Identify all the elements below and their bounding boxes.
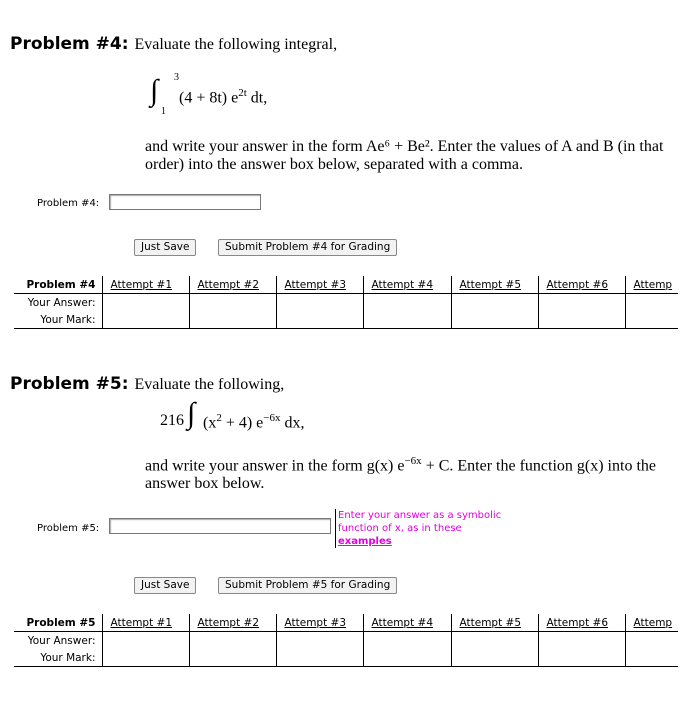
- problem-4-answer-input[interactable]: [109, 194, 261, 210]
- your-mark-row: [14, 311, 678, 329]
- integral-lower-limit: 1: [161, 106, 166, 117]
- attempt-2-link[interactable]: Attempt #2: [197, 278, 260, 291]
- integral-expression: [203, 412, 305, 432]
- attempt-3-link[interactable]: Attempt #3: [284, 278, 347, 291]
- problem-5-answer-label: Problem #5:: [37, 523, 100, 534]
- problem-4-instructions: and write your answer in the form Ae⁶ + Be². Enter the values of A and B (in that order) into the answer box below, separated with a comma.: [145, 138, 664, 173]
- problem-4-intro: Evaluate the following integral,: [134, 36, 338, 53]
- problem-4-title: Problem #4:: [10, 34, 129, 54]
- integral-sign-icon: ∫: [187, 397, 196, 430]
- problem-4-attempts-table: [14, 276, 678, 329]
- attempt-4-link[interactable]: Attempt #4: [371, 616, 434, 629]
- problem-5-instructions: [145, 452, 675, 493]
- problem-5-submit-button[interactable]: Submit Problem #5 for Grading: [218, 577, 397, 594]
- your-answer-label: Your Answer:: [27, 634, 96, 647]
- integral-tail: dx,: [280, 414, 305, 432]
- your-answer-label: Your Answer:: [27, 296, 96, 309]
- problem-5-intro: Evaluate the following,: [134, 376, 285, 393]
- integral-tail: dt,: [246, 89, 268, 107]
- attempt-1-link[interactable]: Attempt #1: [110, 278, 173, 291]
- instructions-exponent: −6x: [404, 455, 422, 467]
- problem-4-heading: [10, 34, 337, 54]
- integral-coefficient: 216: [160, 412, 184, 429]
- attempt-7-link[interactable]: Attemp: [633, 616, 673, 629]
- problem-5-hint: [335, 509, 538, 548]
- attempt-5-link[interactable]: Attempt #5: [459, 616, 522, 629]
- problem-5-just-save-button[interactable]: Just Save: [134, 577, 196, 594]
- your-mark-label: Your Mark:: [14, 649, 102, 667]
- your-answer-row: [14, 294, 678, 312]
- table-header-label: Problem #4: [14, 276, 102, 294]
- problem-5-title: Problem #5:: [10, 374, 129, 394]
- attempt-1-link[interactable]: Attempt #1: [110, 616, 173, 629]
- problem-4-submit-button[interactable]: Submit Problem #4 for Grading: [218, 239, 397, 256]
- problem-5-attempts-table: [14, 614, 678, 667]
- attempt-2-link[interactable]: Attempt #2: [197, 616, 260, 629]
- attempt-3-link[interactable]: Attempt #3: [284, 616, 347, 629]
- problem-5-answer-input[interactable]: [109, 518, 331, 534]
- hint-text: Enter your answer as a symbolic function of x, as in these: [338, 510, 502, 534]
- integrand-mid: + 4) e: [221, 414, 264, 432]
- table-header-row: [14, 614, 678, 632]
- your-mark-label: Your Mark:: [14, 311, 102, 329]
- attempt-7-link[interactable]: Attemp: [633, 278, 673, 291]
- table-header-label: Problem #5: [14, 614, 102, 632]
- examples-link[interactable]: examples: [338, 536, 392, 547]
- attempt-6-link[interactable]: Attempt #6: [546, 616, 609, 629]
- attempt-5-link[interactable]: Attempt #5: [459, 278, 522, 291]
- exponent: 2t: [238, 87, 247, 99]
- problem-4-just-save-button[interactable]: Just Save: [134, 239, 196, 256]
- integral-sign-icon: ∫: [150, 74, 159, 107]
- integral-upper-limit: 3: [174, 72, 179, 83]
- problem-5-heading: [10, 374, 284, 394]
- your-answer-row: [14, 632, 678, 650]
- integrand: (4 + 8t) e: [179, 89, 239, 107]
- integrand: (x: [203, 414, 217, 432]
- your-mark-row: [14, 649, 678, 667]
- table-header-row: [14, 276, 678, 294]
- attempt-4-link[interactable]: Attempt #4: [371, 278, 434, 291]
- problem-4-answer-label: Problem #4:: [37, 198, 100, 209]
- square-exponent: 2: [216, 412, 222, 424]
- exponent: −6x: [263, 412, 281, 424]
- instructions-part-b: + C. Enter the function g(x) into the answer box below.: [145, 457, 656, 493]
- attempt-6-link[interactable]: Attempt #6: [546, 278, 609, 291]
- integral-expression: [179, 87, 267, 107]
- instructions-part-a: and write your answer in the form g(x) e: [145, 457, 405, 475]
